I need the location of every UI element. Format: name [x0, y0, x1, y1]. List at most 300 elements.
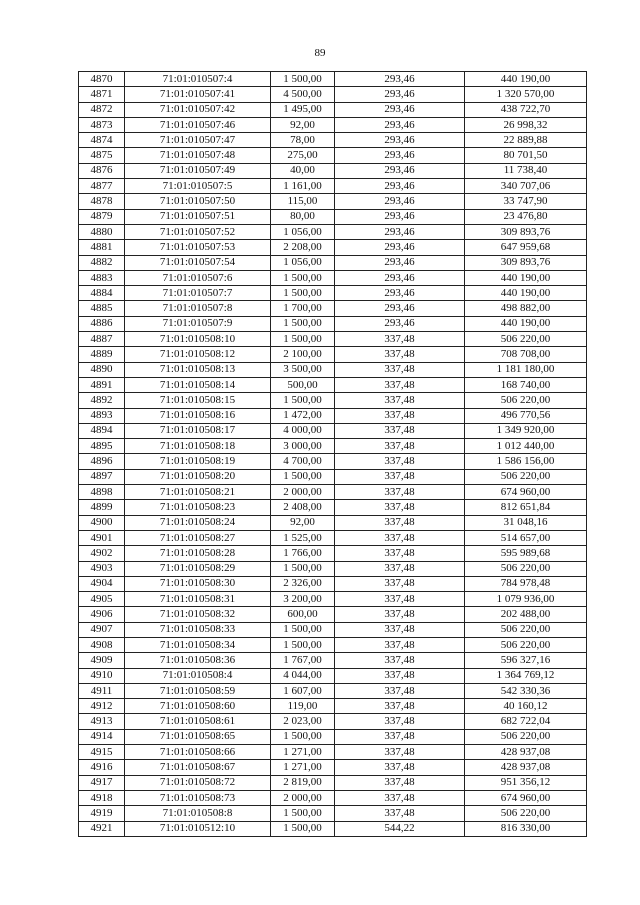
total-value-cell: 647 959,68 — [465, 240, 587, 255]
unit-value-cell: 293,46 — [335, 163, 465, 178]
table-row — [79, 515, 587, 530]
total-value-cell: 514 657,00 — [465, 530, 587, 545]
total-value-cell: 951 356,12 — [465, 775, 587, 790]
row-number-cell: 4894 — [79, 423, 125, 438]
cadastral-number-cell: 71:01:010508:33 — [125, 622, 271, 637]
total-value-cell: 438 722,70 — [465, 102, 587, 117]
total-value-cell: 1 349 920,00 — [465, 423, 587, 438]
area-cell: 1 500,00 — [271, 806, 335, 821]
land-plot-table — [78, 71, 587, 837]
unit-value-cell: 293,46 — [335, 102, 465, 117]
table-row — [79, 729, 587, 744]
area-cell: 2 100,00 — [271, 347, 335, 362]
area-cell: 1 500,00 — [271, 637, 335, 652]
row-number-cell: 4891 — [79, 377, 125, 392]
unit-value-cell: 337,48 — [335, 683, 465, 698]
area-cell: 1 271,00 — [271, 760, 335, 775]
area-cell: 2 023,00 — [271, 714, 335, 729]
total-value-cell: 506 220,00 — [465, 469, 587, 484]
table-row — [79, 133, 587, 148]
total-value-cell: 674 960,00 — [465, 790, 587, 805]
row-number-cell: 4900 — [79, 515, 125, 530]
unit-value-cell: 293,46 — [335, 194, 465, 209]
row-number-cell: 4880 — [79, 224, 125, 239]
area-cell: 1 766,00 — [271, 546, 335, 561]
total-value-cell: 26 998,32 — [465, 117, 587, 132]
table-row — [79, 622, 587, 637]
row-number-cell: 4895 — [79, 439, 125, 454]
cadastral-number-cell: 71:01:010507:53 — [125, 240, 271, 255]
row-number-cell: 4919 — [79, 806, 125, 821]
table-body — [79, 72, 587, 837]
page-number: 89 — [314, 47, 326, 59]
row-number-cell: 4914 — [79, 729, 125, 744]
unit-value-cell: 337,48 — [335, 377, 465, 392]
cadastral-number-cell: 71:01:010508:4 — [125, 668, 271, 683]
cadastral-number-cell: 71:01:010508:23 — [125, 500, 271, 515]
area-cell: 2 000,00 — [271, 485, 335, 500]
row-number-cell: 4890 — [79, 362, 125, 377]
total-value-cell: 11 738,40 — [465, 163, 587, 178]
total-value-cell: 309 893,76 — [465, 255, 587, 270]
cadastral-number-cell: 71:01:010507:42 — [125, 102, 271, 117]
row-number-cell: 4889 — [79, 347, 125, 362]
row-number-cell: 4918 — [79, 790, 125, 805]
total-value-cell: 596 327,16 — [465, 653, 587, 668]
cadastral-number-cell: 71:01:010508:20 — [125, 469, 271, 484]
row-number-cell: 4872 — [79, 102, 125, 117]
area-cell: 80,00 — [271, 209, 335, 224]
row-number-cell: 4916 — [79, 760, 125, 775]
total-value-cell: 506 220,00 — [465, 332, 587, 347]
total-value-cell: 340 707,06 — [465, 179, 587, 194]
unit-value-cell: 293,46 — [335, 255, 465, 270]
unit-value-cell: 337,48 — [335, 408, 465, 423]
table-row — [79, 607, 587, 622]
total-value-cell: 440 190,00 — [465, 286, 587, 301]
cadastral-number-cell: 71:01:010508:15 — [125, 393, 271, 408]
cadastral-number-cell: 71:01:010508:65 — [125, 729, 271, 744]
cadastral-number-cell: 71:01:010507:50 — [125, 194, 271, 209]
area-cell: 2 819,00 — [271, 775, 335, 790]
row-number-cell: 4902 — [79, 546, 125, 561]
area-cell: 1 767,00 — [271, 653, 335, 668]
unit-value-cell: 337,48 — [335, 454, 465, 469]
unit-value-cell: 337,48 — [335, 347, 465, 362]
table-row — [79, 362, 587, 377]
total-value-cell: 1 320 570,00 — [465, 87, 587, 102]
cadastral-number-cell: 71:01:010508:36 — [125, 653, 271, 668]
total-value-cell: 22 889,88 — [465, 133, 587, 148]
table-row — [79, 454, 587, 469]
table-row — [79, 179, 587, 194]
table-row — [79, 637, 587, 652]
area-cell: 1 495,00 — [271, 102, 335, 117]
area-cell: 1 472,00 — [271, 408, 335, 423]
area-cell: 4 500,00 — [271, 87, 335, 102]
unit-value-cell: 293,46 — [335, 179, 465, 194]
area-cell: 1 500,00 — [271, 393, 335, 408]
area-cell: 1 500,00 — [271, 316, 335, 331]
area-cell: 1 056,00 — [271, 224, 335, 239]
unit-value-cell: 293,46 — [335, 148, 465, 163]
area-cell: 275,00 — [271, 148, 335, 163]
area-cell: 1 500,00 — [271, 821, 335, 836]
cadastral-number-cell: 71:01:010508:10 — [125, 332, 271, 347]
cadastral-number-cell: 71:01:010508:12 — [125, 347, 271, 362]
row-number-cell: 4877 — [79, 179, 125, 194]
table-row — [79, 760, 587, 775]
unit-value-cell: 293,46 — [335, 133, 465, 148]
table-row — [79, 668, 587, 683]
area-cell: 1 525,00 — [271, 530, 335, 545]
unit-value-cell: 337,48 — [335, 561, 465, 576]
total-value-cell: 506 220,00 — [465, 393, 587, 408]
table-row — [79, 592, 587, 607]
total-value-cell: 496 770,56 — [465, 408, 587, 423]
total-value-cell: 440 190,00 — [465, 316, 587, 331]
total-value-cell: 80 701,50 — [465, 148, 587, 163]
cadastral-number-cell: 71:01:010508:16 — [125, 408, 271, 423]
table-row — [79, 255, 587, 270]
cadastral-number-cell: 71:01:010507:8 — [125, 301, 271, 316]
unit-value-cell: 337,48 — [335, 729, 465, 744]
total-value-cell: 812 651,84 — [465, 500, 587, 515]
table-row — [79, 301, 587, 316]
area-cell: 3 500,00 — [271, 362, 335, 377]
table-row — [79, 102, 587, 117]
cadastral-number-cell: 71:01:010508:34 — [125, 637, 271, 652]
row-number-cell: 4903 — [79, 561, 125, 576]
total-value-cell: 40 160,12 — [465, 699, 587, 714]
row-number-cell: 4882 — [79, 255, 125, 270]
table-row — [79, 485, 587, 500]
total-value-cell: 506 220,00 — [465, 622, 587, 637]
cadastral-number-cell: 71:01:010508:61 — [125, 714, 271, 729]
row-number-cell: 4881 — [79, 240, 125, 255]
row-number-cell: 4909 — [79, 653, 125, 668]
row-number-cell: 4898 — [79, 485, 125, 500]
row-number-cell: 4904 — [79, 576, 125, 591]
area-cell: 1 500,00 — [271, 622, 335, 637]
unit-value-cell: 337,48 — [335, 439, 465, 454]
total-value-cell: 440 190,00 — [465, 72, 587, 87]
table-row — [79, 790, 587, 805]
row-number-cell: 4885 — [79, 301, 125, 316]
total-value-cell: 708 708,00 — [465, 347, 587, 362]
total-value-cell: 506 220,00 — [465, 806, 587, 821]
row-number-cell: 4892 — [79, 393, 125, 408]
unit-value-cell: 293,46 — [335, 286, 465, 301]
total-value-cell: 33 747,90 — [465, 194, 587, 209]
table-row — [79, 775, 587, 790]
unit-value-cell: 337,48 — [335, 393, 465, 408]
area-cell: 1 161,00 — [271, 179, 335, 194]
unit-value-cell: 337,48 — [335, 332, 465, 347]
unit-value-cell: 337,48 — [335, 714, 465, 729]
cadastral-number-cell: 71:01:010507:52 — [125, 224, 271, 239]
unit-value-cell: 337,48 — [335, 653, 465, 668]
table-row — [79, 286, 587, 301]
cadastral-number-cell: 71:01:010508:21 — [125, 485, 271, 500]
unit-value-cell: 337,48 — [335, 423, 465, 438]
cadastral-number-cell: 71:01:010507:9 — [125, 316, 271, 331]
cadastral-number-cell: 71:01:010507:5 — [125, 179, 271, 194]
area-cell: 4 700,00 — [271, 454, 335, 469]
table-row — [79, 270, 587, 285]
cadastral-number-cell: 71:01:010508:14 — [125, 377, 271, 392]
area-cell: 2 326,00 — [271, 576, 335, 591]
area-cell: 1 500,00 — [271, 72, 335, 87]
total-value-cell: 1 364 769,12 — [465, 668, 587, 683]
row-number-cell: 4901 — [79, 530, 125, 545]
cadastral-number-cell: 71:01:010508:8 — [125, 806, 271, 821]
cadastral-number-cell: 71:01:010507:41 — [125, 87, 271, 102]
area-cell: 1 500,00 — [271, 469, 335, 484]
area-cell: 92,00 — [271, 117, 335, 132]
row-number-cell: 4875 — [79, 148, 125, 163]
unit-value-cell: 337,48 — [335, 760, 465, 775]
table-row — [79, 72, 587, 87]
total-value-cell: 1 012 440,00 — [465, 439, 587, 454]
total-value-cell: 498 882,00 — [465, 301, 587, 316]
cadastral-number-cell: 71:01:010508:59 — [125, 683, 271, 698]
table-row — [79, 393, 587, 408]
area-cell: 1 500,00 — [271, 286, 335, 301]
total-value-cell: 168 740,00 — [465, 377, 587, 392]
total-value-cell: 506 220,00 — [465, 561, 587, 576]
unit-value-cell: 337,48 — [335, 362, 465, 377]
cadastral-number-cell: 71:01:010508:66 — [125, 745, 271, 760]
cadastral-number-cell: 71:01:010508:27 — [125, 530, 271, 545]
row-number-cell: 4884 — [79, 286, 125, 301]
area-cell: 2 000,00 — [271, 790, 335, 805]
row-number-cell: 4896 — [79, 454, 125, 469]
cadastral-number-cell: 71:01:010507:49 — [125, 163, 271, 178]
area-cell: 1 500,00 — [271, 270, 335, 285]
row-number-cell: 4887 — [79, 332, 125, 347]
cadastral-number-cell: 71:01:010507:46 — [125, 117, 271, 132]
cadastral-number-cell: 71:01:010508:31 — [125, 592, 271, 607]
area-cell: 1 271,00 — [271, 745, 335, 760]
cadastral-number-cell: 71:01:010507:47 — [125, 133, 271, 148]
total-value-cell: 428 937,08 — [465, 745, 587, 760]
area-cell: 1 500,00 — [271, 561, 335, 576]
cadastral-number-cell: 71:01:010508:32 — [125, 607, 271, 622]
row-number-cell: 4910 — [79, 668, 125, 683]
unit-value-cell: 293,46 — [335, 72, 465, 87]
total-value-cell: 31 048,16 — [465, 515, 587, 530]
total-value-cell: 542 330,36 — [465, 683, 587, 698]
total-value-cell: 23 476,80 — [465, 209, 587, 224]
table-row — [79, 699, 587, 714]
unit-value-cell: 337,48 — [335, 546, 465, 561]
total-value-cell: 1 181 180,00 — [465, 362, 587, 377]
table-row — [79, 745, 587, 760]
area-cell: 78,00 — [271, 133, 335, 148]
row-number-cell: 4913 — [79, 714, 125, 729]
unit-value-cell: 337,48 — [335, 790, 465, 805]
table-row — [79, 332, 587, 347]
unit-value-cell: 337,48 — [335, 699, 465, 714]
row-number-cell: 4886 — [79, 316, 125, 331]
cadastral-number-cell: 71:01:010507:7 — [125, 286, 271, 301]
table-row — [79, 500, 587, 515]
unit-value-cell: 293,46 — [335, 240, 465, 255]
unit-value-cell: 337,48 — [335, 806, 465, 821]
unit-value-cell: 337,48 — [335, 668, 465, 683]
cadastral-number-cell: 71:01:010508:67 — [125, 760, 271, 775]
cadastral-number-cell: 71:01:010508:60 — [125, 699, 271, 714]
row-number-cell: 4893 — [79, 408, 125, 423]
table-row — [79, 163, 587, 178]
cadastral-number-cell: 71:01:010508:19 — [125, 454, 271, 469]
cadastral-number-cell: 71:01:010508:72 — [125, 775, 271, 790]
cadastral-number-cell: 71:01:010508:13 — [125, 362, 271, 377]
unit-value-cell: 337,48 — [335, 592, 465, 607]
row-number-cell: 4906 — [79, 607, 125, 622]
table-row — [79, 209, 587, 224]
table-row — [79, 423, 587, 438]
area-cell: 600,00 — [271, 607, 335, 622]
table-row — [79, 561, 587, 576]
unit-value-cell: 293,46 — [335, 270, 465, 285]
cadastral-number-cell: 71:01:010508:29 — [125, 561, 271, 576]
cadastral-number-cell: 71:01:010508:73 — [125, 790, 271, 805]
unit-value-cell: 337,48 — [335, 637, 465, 652]
area-cell: 4 000,00 — [271, 423, 335, 438]
total-value-cell: 440 190,00 — [465, 270, 587, 285]
cadastral-number-cell: 71:01:010507:54 — [125, 255, 271, 270]
unit-value-cell: 337,48 — [335, 576, 465, 591]
total-value-cell: 682 722,04 — [465, 714, 587, 729]
total-value-cell: 1 586 156,00 — [465, 454, 587, 469]
row-number-cell: 4912 — [79, 699, 125, 714]
table-row — [79, 806, 587, 821]
unit-value-cell: 337,48 — [335, 745, 465, 760]
area-cell: 119,00 — [271, 699, 335, 714]
total-value-cell: 506 220,00 — [465, 729, 587, 744]
table-row — [79, 224, 587, 239]
area-cell: 1 500,00 — [271, 729, 335, 744]
total-value-cell: 1 079 936,00 — [465, 592, 587, 607]
table-row — [79, 117, 587, 132]
row-number-cell: 4876 — [79, 163, 125, 178]
unit-value-cell: 544,22 — [335, 821, 465, 836]
area-cell: 3 000,00 — [271, 439, 335, 454]
area-cell: 2 408,00 — [271, 500, 335, 515]
table-row — [79, 377, 587, 392]
total-value-cell: 595 989,68 — [465, 546, 587, 561]
row-number-cell: 4921 — [79, 821, 125, 836]
area-cell: 1 056,00 — [271, 255, 335, 270]
area-cell: 3 200,00 — [271, 592, 335, 607]
unit-value-cell: 337,48 — [335, 500, 465, 515]
table-row — [79, 469, 587, 484]
unit-value-cell: 337,48 — [335, 622, 465, 637]
area-cell: 4 044,00 — [271, 668, 335, 683]
table-row — [79, 240, 587, 255]
area-cell: 115,00 — [271, 194, 335, 209]
cadastral-number-cell: 71:01:010507:4 — [125, 72, 271, 87]
total-value-cell: 309 893,76 — [465, 224, 587, 239]
cadastral-number-cell: 71:01:010507:51 — [125, 209, 271, 224]
cadastral-number-cell: 71:01:010508:30 — [125, 576, 271, 591]
area-cell: 500,00 — [271, 377, 335, 392]
table-row — [79, 87, 587, 102]
row-number-cell: 4905 — [79, 592, 125, 607]
table-row — [79, 148, 587, 163]
total-value-cell: 428 937,08 — [465, 760, 587, 775]
area-cell: 92,00 — [271, 515, 335, 530]
row-number-cell: 4879 — [79, 209, 125, 224]
table-row — [79, 347, 587, 362]
unit-value-cell: 293,46 — [335, 224, 465, 239]
row-number-cell: 4907 — [79, 622, 125, 637]
table-row — [79, 439, 587, 454]
unit-value-cell: 293,46 — [335, 117, 465, 132]
cadastral-number-cell: 71:01:010508:24 — [125, 515, 271, 530]
unit-value-cell: 337,48 — [335, 515, 465, 530]
row-number-cell: 4915 — [79, 745, 125, 760]
row-number-cell: 4873 — [79, 117, 125, 132]
row-number-cell: 4911 — [79, 683, 125, 698]
cadastral-number-cell: 71:01:010508:18 — [125, 439, 271, 454]
area-cell: 1 700,00 — [271, 301, 335, 316]
area-cell: 2 208,00 — [271, 240, 335, 255]
unit-value-cell: 293,46 — [335, 209, 465, 224]
row-number-cell: 4870 — [79, 72, 125, 87]
row-number-cell: 4883 — [79, 270, 125, 285]
table-row — [79, 821, 587, 836]
area-cell: 40,00 — [271, 163, 335, 178]
unit-value-cell: 337,48 — [335, 607, 465, 622]
unit-value-cell: 337,48 — [335, 775, 465, 790]
area-cell: 1 500,00 — [271, 332, 335, 347]
unit-value-cell: 293,46 — [335, 316, 465, 331]
unit-value-cell: 337,48 — [335, 469, 465, 484]
row-number-cell: 4899 — [79, 500, 125, 515]
table-row — [79, 530, 587, 545]
unit-value-cell: 337,48 — [335, 485, 465, 500]
cadastral-number-cell: 71:01:010512:10 — [125, 821, 271, 836]
row-number-cell: 4871 — [79, 87, 125, 102]
table-row — [79, 653, 587, 668]
table-row — [79, 546, 587, 561]
total-value-cell: 202 488,00 — [465, 607, 587, 622]
total-value-cell: 784 978,48 — [465, 576, 587, 591]
total-value-cell: 506 220,00 — [465, 637, 587, 652]
total-value-cell: 674 960,00 — [465, 485, 587, 500]
row-number-cell: 4878 — [79, 194, 125, 209]
cadastral-number-cell: 71:01:010508:28 — [125, 546, 271, 561]
unit-value-cell: 337,48 — [335, 530, 465, 545]
total-value-cell: 816 330,00 — [465, 821, 587, 836]
row-number-cell: 4917 — [79, 775, 125, 790]
table-row — [79, 316, 587, 331]
cadastral-number-cell: 71:01:010507:48 — [125, 148, 271, 163]
cadastral-number-cell: 71:01:010508:17 — [125, 423, 271, 438]
table-row — [79, 714, 587, 729]
table-row — [79, 194, 587, 209]
row-number-cell: 4908 — [79, 637, 125, 652]
table-row — [79, 683, 587, 698]
row-number-cell: 4897 — [79, 469, 125, 484]
table-row — [79, 576, 587, 591]
unit-value-cell: 293,46 — [335, 87, 465, 102]
area-cell: 1 607,00 — [271, 683, 335, 698]
unit-value-cell: 293,46 — [335, 301, 465, 316]
